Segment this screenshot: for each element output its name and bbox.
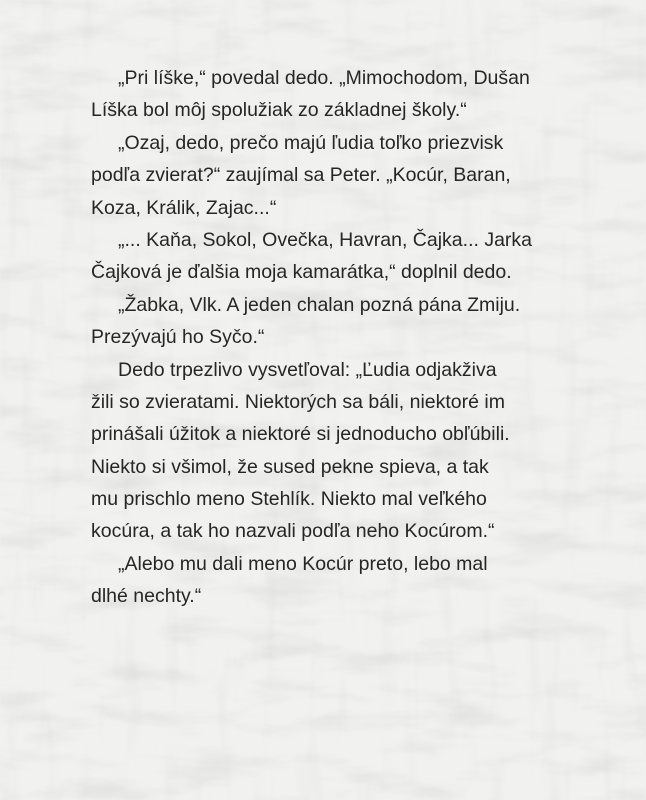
- paragraph: [91, 62, 611, 127]
- text-line: kocúra, a tak ho nazvali podľa neho Kocúrom.“: [91, 520, 495, 543]
- story-text: [91, 62, 611, 613]
- paragraph: [91, 289, 611, 354]
- text-line: Niekto si všimol, že sused pekne spieva, a tak: [91, 455, 489, 478]
- text-line: Dedo trpezlivo vysvetľoval: „Ľudia odjakživa: [118, 358, 497, 381]
- text-line: „... Kaňa, Sokol, Ovečka, Havran, Čajka... Jarka: [118, 228, 533, 251]
- text-line: Koza, Králik, Zajac...“: [91, 196, 277, 219]
- text-line: žili so zvieratami. Niektorých sa báli, niektoré im: [91, 390, 505, 413]
- text-line: Líška bol môj spolužiak zo základnej školy.“: [91, 99, 467, 122]
- text-line: prinášali úžitok a niektoré si jednoducho obľúbili.: [91, 423, 510, 446]
- paragraph: [91, 127, 611, 224]
- text-line: dlhé nechty.“: [91, 585, 202, 608]
- text-line: „Žabka, Vlk. A jeden chalan pozná pána Zmiju.: [118, 293, 521, 316]
- text-line: mu prischlo meno Stehlík. Niekto mal veľkého: [91, 488, 487, 511]
- text-line: Čajková je ďalšia moja kamarátka,“ doplnil dedo.: [91, 261, 512, 284]
- paragraph: [91, 548, 611, 613]
- text-line: „Ozaj, dedo, prečo majú ľudia toľko priezvisk: [118, 131, 504, 154]
- paragraph: [91, 224, 611, 289]
- paragraph: [91, 354, 611, 548]
- text-line: podľa zvierat?“ zaujímal sa Peter. „Kocúr, Baran,: [91, 164, 511, 187]
- text-line: „Alebo mu dali meno Kocúr preto, lebo mal: [118, 552, 488, 575]
- text-line: „Pri líške,“ povedal dedo. „Mimochodom, Dušan: [118, 67, 530, 89]
- text-line: Prezývajú ho Syčo.“: [91, 326, 265, 349]
